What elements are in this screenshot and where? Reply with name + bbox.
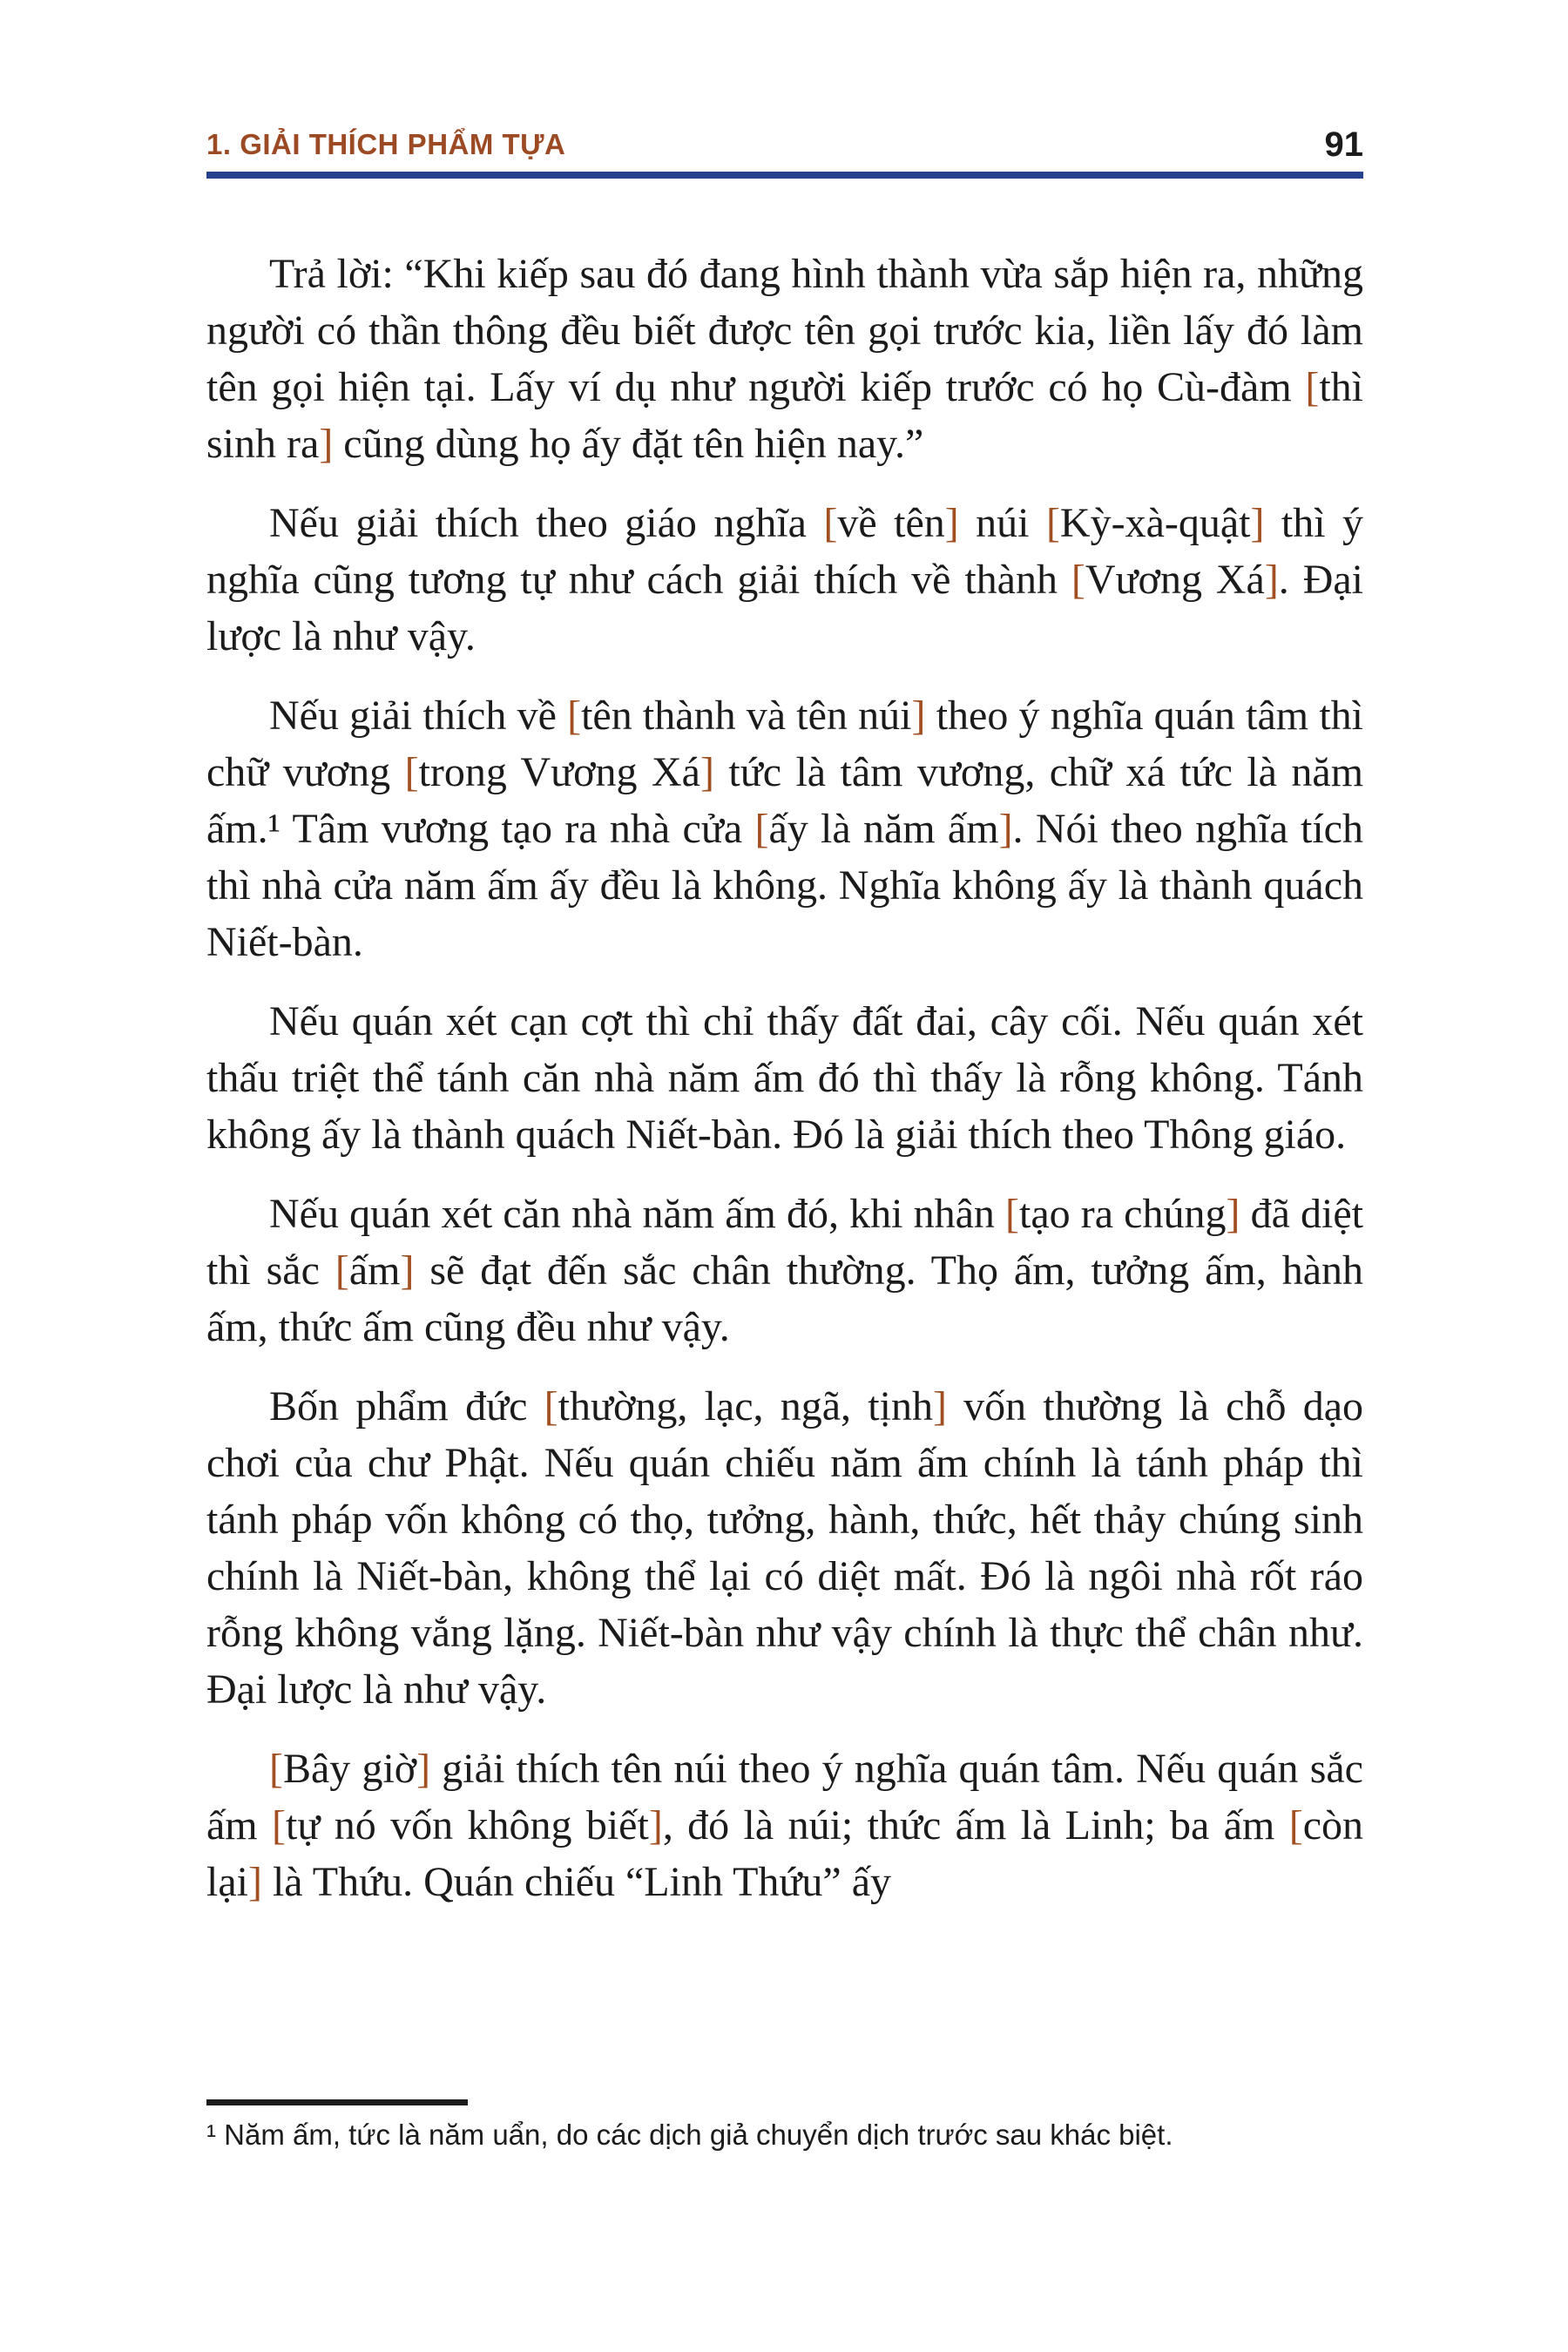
section-title: 1. GIẢI THÍCH PHẨM TỰA [206,128,566,160]
paragraph: Nếu quán xét căn nhà năm ấm đó, khi nhân [tạo ra chúng] đã diệt thì sắc [ấm] sẽ đạt đến sắc chân thường. Thọ ấm, tưởng ấm, hành ấm, thức ấm cũng đều như vậy. [206,1191,1364,1350]
footnote: ¹ Năm ấm, tức là năm uẩn, do các dịch giả chuyển dịch trước sau khác biệt. [206,2119,1173,2151]
paragraph: Nếu giải thích về [tên thành và tên núi] theo ý nghĩa quán tâm thì chữ vương [trong Vương Xá] tức là tâm vương, chữ xá tức là năm ấm.¹ Tâm vương tạo ra nhà cửa [ấy là năm ấm]. Nói theo nghĩa tích thì nhà cửa năm ấm ấy đều là không. Nghĩa không ấy là thành quách Niết-bàn. [206,693,1364,965]
paragraph: Bốn phẩm đức [thường, lạc, ngã, tịnh] vốn thường là chỗ dạo chơi của chư Phật. Nếu quán chiếu năm ấm chính là tánh pháp thì tánh pháp vốn không có thọ, tưởng, hành, thức, hết thảy chúng sinh chính là Niết-bàn, không thể lại có diệt mất. Đó là ngôi nhà rốt ráo rỗng không vắng lặng. Niết-bàn như vậy chính là thực thể chân như. Đại lược là như vậy. [206,1383,1363,1713]
body-text [206,246,1363,1933]
paragraph: Nếu quán xét cạn cợt thì chỉ thấy đất đai, cây cối. Nếu quán xét thấu triệt thể tánh căn nhà năm ấm đó thì thấy là rỗng không. Tánh không ấy là thành quách Niết-bàn. Đó là giải thích theo Thông giáo. [206,998,1363,1158]
paragraph: Trả lời: “Khi kiếp sau đó đang hình thành vừa sắp hiện ra, những người có thần thông đều biết được tên gọi trước kia, liền lấy đó làm tên gọi hiện tại. Lấy ví dụ như người kiếp trước có họ Cù-đàm [thì sinh ra] cũng dùng họ ấy đặt tên hiện nay.” [206,251,1363,467]
page-header [206,122,1363,164]
paragraph: [Bây giờ] giải thích tên núi theo ý nghĩa quán tâm. Nếu quán sắc ấm [tự nó vốn không biết], đó là núi; thức ấm là Linh; ba ấm [còn lại] là Thứu. Quán chiếu “Linh Thứu” ấy [206,1746,1364,1905]
header-rule [206,172,1363,179]
footnote-separator [206,2099,468,2105]
page-number: 91 [1324,125,1363,164]
paragraph: Nếu giải thích theo giáo nghĩa [về tên] núi [Kỳ-xà-quật] thì ý nghĩa cũng tương tự như cách giải thích về thành [Vương Xá]. Đại lược là như vậy. [206,500,1364,659]
